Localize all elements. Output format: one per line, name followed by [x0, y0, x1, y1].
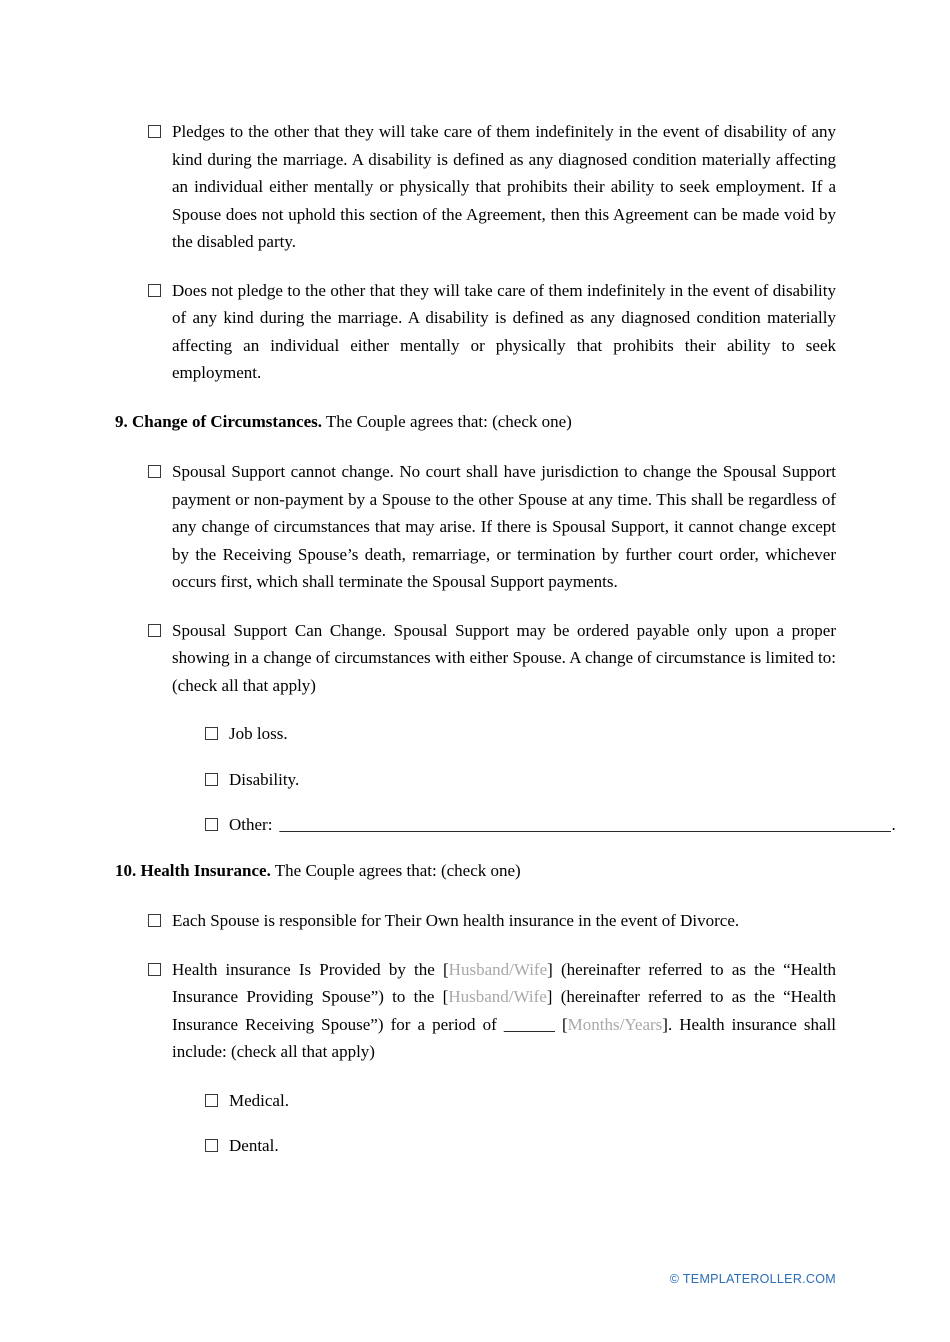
disability-checkbox[interactable]	[205, 773, 218, 786]
provided-seg-1: Health insurance Is Provided by the [	[172, 959, 449, 979]
section-9-heading	[115, 408, 836, 436]
other-checkbox[interactable]	[205, 818, 218, 831]
section-10-heading	[115, 857, 836, 885]
section-9-intro: The Couple agrees that: (check one)	[321, 411, 572, 431]
support-can-change-text: Spousal Support Can Change. Spousal Support may be ordered payable only upon a proper showing in a change of circumstances with either Spouse. A change of circumstance is limited to: (check all that apply)	[172, 620, 836, 695]
checkbox-item-job-loss	[205, 720, 836, 748]
provided-seg-4: ]. Health insurance shall include: (check all that apply)	[172, 1014, 837, 1061]
templateroller-link[interactable]: TEMPLATEROLLER.COM	[682, 1272, 836, 1286]
dental-text: Dental.	[229, 1136, 279, 1155]
checkbox-item-own-insurance	[148, 907, 836, 935]
husband-wife-placeholder-2: Husband/Wife	[448, 987, 547, 1006]
checkbox-item-support-cannot-change	[148, 458, 836, 596]
medical-checkbox[interactable]	[205, 1094, 218, 1107]
dental-checkbox[interactable]	[205, 1139, 218, 1152]
checkbox-item-provided-insurance	[148, 956, 836, 1066]
checkbox-item-pledge-yes	[148, 118, 836, 256]
copyright-symbol: ©	[669, 1272, 680, 1286]
own-insurance-checkbox[interactable]	[148, 914, 161, 927]
pledge-yes-text: Pledges to the other that they will take care of them indefinitely in the event of disability of any kind during the marriage. A disability is defined as any diagnosed condition materially affecting an individual either mentally or physically that prohibits their ability to seek employment. If a Spouse does not uphold this section of the Agreement, then this Agreement can be made void by the disabled party.	[172, 122, 836, 251]
medical-text: Medical.	[229, 1090, 289, 1110]
checkbox-item-support-can-change	[148, 617, 836, 700]
own-insurance-text: Each Spouse is responsible for Their Own health insurance in the event of Divorce.	[172, 911, 740, 930]
checkbox-item-disability	[205, 766, 836, 794]
pledge-no-checkbox[interactable]	[148, 284, 161, 297]
other-blank-field[interactable]: ________________________________________________________________________	[279, 815, 892, 834]
checkbox-item-other	[205, 811, 896, 839]
husband-wife-placeholder-1: Husband/Wife	[448, 959, 548, 979]
section-9-title: 9. Change of Circumstances.	[115, 411, 322, 431]
section-10-title: 10. Health Insurance.	[115, 860, 271, 880]
provided-insurance-text	[172, 956, 836, 1066]
support-cannot-change-text: Spousal Support cannot change. No court shall have jurisdiction to change the Spousal Support payment or non-payment by a Spouse to the other Spouse at any time. This shall be regardless of any change of circumstances that may arise. If there is Spousal Support, it cannot change except by the Receiving Spouse’s death, remarriage, or termination by further court order, whichever occurs first, which shall terminate the Spousal Support payments.	[172, 462, 836, 591]
provided-seg-2: ] (hereinafter referred to as the “Health Insurance Providing Spouse”) to the [	[172, 959, 836, 1006]
provided-insurance-checkbox[interactable]	[148, 963, 161, 976]
job-loss-text: Job loss.	[229, 724, 288, 743]
support-can-change-checkbox[interactable]	[148, 624, 161, 637]
months-years-placeholder: Months/Years	[567, 1014, 663, 1034]
checkbox-item-dental	[205, 1132, 836, 1160]
pledge-yes-checkbox[interactable]	[148, 125, 161, 138]
footer	[670, 1272, 836, 1286]
other-text	[229, 811, 896, 839]
pledge-no-text: Does not pledge to the other that they will take care of them indefinitely in the event of disability of any kind during the marriage. A disability is defined as any diagnosed condition materially affecting an individual either mentally or physically that prohibits their ability to seek employment.	[172, 280, 836, 382]
provided-seg-3: ] (hereinafter referred to as the “Health Insurance Receiving Spouse”) for a period of ______ [	[172, 987, 836, 1034]
section-10-intro: The Couple agrees that: (check one)	[270, 860, 521, 880]
disability-text: Disability.	[229, 769, 300, 789]
support-cannot-change-checkbox[interactable]	[148, 465, 161, 478]
job-loss-checkbox[interactable]	[205, 727, 218, 740]
other-label: Other:	[229, 815, 273, 834]
other-period: .	[891, 815, 896, 834]
checkbox-item-medical	[205, 1087, 836, 1115]
checkbox-item-pledge-no	[148, 277, 836, 387]
